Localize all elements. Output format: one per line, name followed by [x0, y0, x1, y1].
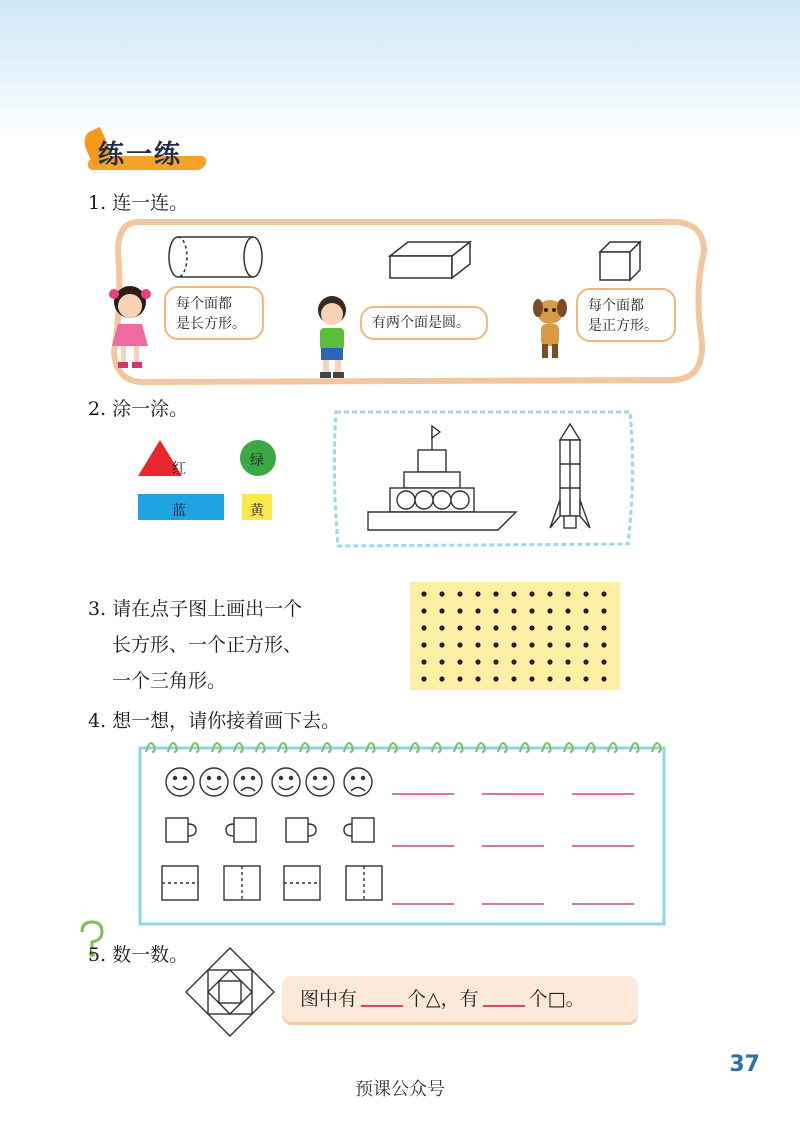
grid-dot[interactable] — [457, 591, 462, 596]
grid-dot[interactable] — [601, 591, 606, 596]
smile-face-icon — [272, 768, 300, 796]
grid-dot[interactable] — [601, 625, 606, 630]
grid-dot[interactable] — [529, 591, 534, 596]
smile-face-icon — [306, 768, 334, 796]
grid-dot[interactable] — [565, 591, 570, 596]
grid-dot[interactable] — [439, 659, 444, 664]
page-number: 37 — [729, 1052, 760, 1077]
grid-dot[interactable] — [565, 608, 570, 613]
grid-dot[interactable] — [511, 676, 516, 681]
label-blue: 蓝 — [172, 503, 186, 519]
grid-dot[interactable] — [547, 642, 552, 647]
grid-dot[interactable] — [457, 625, 462, 630]
grid-dot[interactable] — [565, 625, 570, 630]
grid-dot[interactable] — [583, 608, 588, 613]
grid-dot[interactable] — [583, 625, 588, 630]
grid-dot[interactable] — [601, 659, 606, 664]
grid-dot[interactable] — [457, 608, 462, 613]
label-red: 红 — [172, 461, 186, 477]
square-count-blank[interactable] — [483, 983, 525, 1007]
q5-answer-box: 图中有 个△，有 个□。 — [282, 976, 638, 1022]
grid-dot[interactable] — [493, 591, 498, 596]
grid-dot[interactable] — [547, 591, 552, 596]
smile-face-icon — [166, 768, 194, 796]
grid-dot[interactable] — [601, 608, 606, 613]
grid-dot[interactable] — [457, 642, 462, 647]
grid-dot[interactable] — [601, 642, 606, 647]
grid-dot[interactable] — [511, 659, 516, 664]
q5-title: 5. 数一数。 — [88, 944, 189, 966]
color-key — [138, 436, 288, 526]
bubble-girl: 每个面都 是长方形。 — [164, 286, 264, 340]
grid-dot[interactable] — [601, 676, 606, 681]
grid-dot[interactable] — [511, 625, 516, 630]
grid-dot[interactable] — [457, 676, 462, 681]
bubble-boy: 有两个面是圆。 — [360, 306, 488, 340]
grid-dot[interactable] — [475, 659, 480, 664]
dog-character — [530, 296, 572, 362]
cube-shape[interactable] — [600, 242, 640, 280]
grid-dot[interactable] — [493, 659, 498, 664]
sad-face-icon — [344, 768, 372, 796]
grid-dot[interactable] — [439, 642, 444, 647]
grid-dot[interactable] — [583, 591, 588, 596]
q1-title: 1. 连一连。 — [88, 192, 189, 214]
label-green: 绿 — [250, 453, 264, 469]
grid-dot[interactable] — [529, 659, 534, 664]
grid-dot[interactable] — [457, 659, 462, 664]
square-v-dash-icon — [346, 866, 382, 900]
dot-grid-dots[interactable] — [410, 582, 620, 690]
dot-grid[interactable] — [410, 582, 620, 690]
grid-dot[interactable] — [565, 659, 570, 664]
grid-dot[interactable] — [421, 591, 426, 596]
q2-title: 2. 涂一涂。 — [88, 398, 189, 420]
grid-dot[interactable] — [421, 642, 426, 647]
q3-line-2: 长方形、一个正方形、 — [112, 634, 303, 656]
grid-dot[interactable] — [475, 676, 480, 681]
grid-dot[interactable] — [529, 625, 534, 630]
grid-dot[interactable] — [547, 676, 552, 681]
sad-face-icon — [234, 768, 262, 796]
grid-dot[interactable] — [475, 608, 480, 613]
grid-dot[interactable] — [583, 642, 588, 647]
grid-dot[interactable] — [421, 608, 426, 613]
grid-dot[interactable] — [493, 625, 498, 630]
grid-dot[interactable] — [547, 625, 552, 630]
section-title: 练一练 — [82, 130, 222, 174]
triangle-count-blank[interactable] — [361, 983, 403, 1007]
bubble-dog: 每个面都 是正方形。 — [576, 288, 676, 342]
grid-dot[interactable] — [493, 676, 498, 681]
q4-panel — [136, 738, 670, 930]
q3-line-3: 一个三角形。 — [112, 670, 227, 692]
grid-dot[interactable] — [421, 659, 426, 664]
smile-face-icon — [200, 768, 228, 796]
grid-dot[interactable] — [511, 608, 516, 613]
grid-dot[interactable] — [511, 642, 516, 647]
footer-text: 预课公众号 — [355, 1079, 445, 1100]
q2-drawing-panel — [330, 404, 642, 552]
grid-dot[interactable] — [547, 659, 552, 664]
grid-dot[interactable] — [511, 591, 516, 596]
grid-dot[interactable] — [565, 642, 570, 647]
grid-dot[interactable] — [475, 642, 480, 647]
grid-dot[interactable] — [583, 676, 588, 681]
grid-dot[interactable] — [529, 642, 534, 647]
grid-dot[interactable] — [421, 625, 426, 630]
q4-title: 4. 想一想，请你接着画下去。 — [88, 710, 341, 732]
square-h-dash-icon — [284, 866, 320, 900]
header-band — [0, 0, 800, 140]
grid-dot[interactable] — [529, 676, 534, 681]
q3-line-1: 3. 请在点子图上画出一个 — [88, 598, 303, 620]
grid-dot[interactable] — [547, 608, 552, 613]
nested-shapes-figure — [184, 946, 276, 1038]
grid-dot[interactable] — [439, 591, 444, 596]
grid-dot[interactable] — [529, 608, 534, 613]
grid-dot[interactable] — [439, 625, 444, 630]
grid-dot[interactable] — [439, 608, 444, 613]
square-v-dash-icon — [224, 866, 260, 900]
grid-dot[interactable] — [565, 676, 570, 681]
girl-character — [106, 280, 158, 372]
grid-dot[interactable] — [439, 676, 444, 681]
grid-dot[interactable] — [493, 608, 498, 613]
grid-dot[interactable] — [475, 591, 480, 596]
square-h-dash-icon — [162, 866, 198, 900]
boy-character — [306, 292, 358, 382]
label-yellow: 黄 — [250, 503, 264, 519]
grid-dot[interactable] — [421, 676, 426, 681]
cuboid-shape[interactable] — [390, 242, 470, 278]
grid-dot[interactable] — [583, 659, 588, 664]
grid-dot[interactable] — [493, 642, 498, 647]
grid-dot[interactable] — [475, 625, 480, 630]
